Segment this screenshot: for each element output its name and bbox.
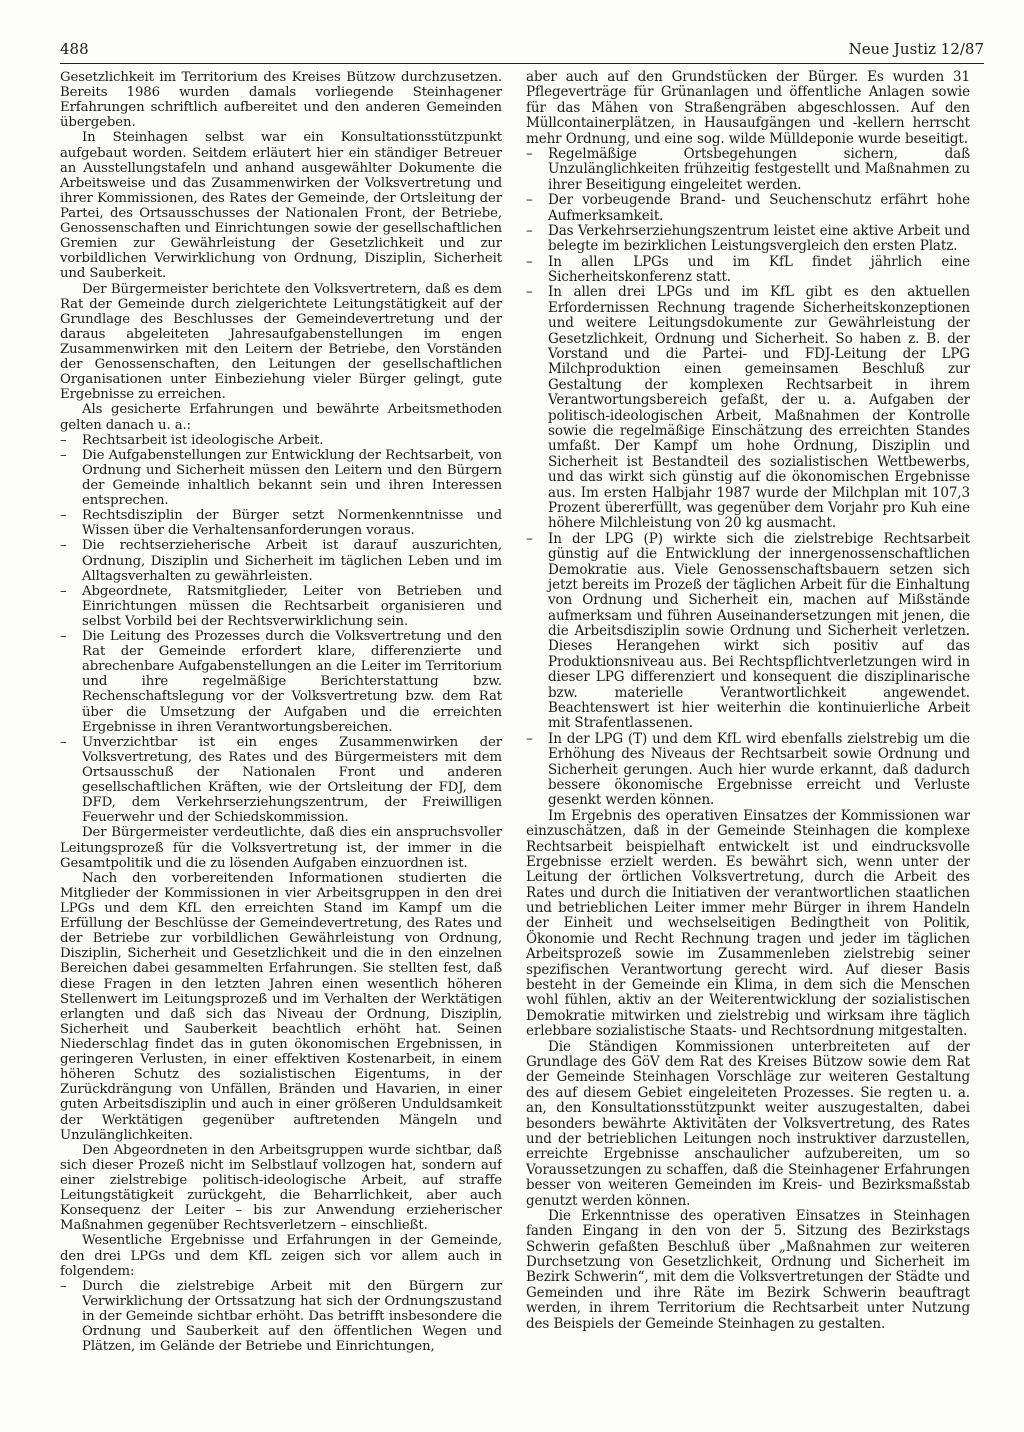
page-number: 488 bbox=[60, 40, 89, 58]
list-item: – In der LPG (T) und dem KfL wird ebenfalls zielstrebig um die Erhöhung des Niveaus der Rechtsarbeit sowie Ordnung und Sicherheit gerungen. Auch hier wurde erkannt, daß dadurch bessere ökonomische Ergebnisse erreicht und Verluste gesenkt werden können. bbox=[526, 730, 970, 809]
list-item: – In der LPG (P) wirkte sich die zielstrebige Rechtsarbeit günstig auf die Entwicklung der innergenossenschaftlichen Demokratie aus. Viele Genossenschaftsbauern setzen sich jetzt bereits im Prozeß der täglichen Arbeit für die Einhaltung von Ordnung und Sicherheit ein, machen auf Mißstände aufmerksam und führen Auseinandersetzungen mit jenen, die die Arbeitsdisziplin sowie Ordnung und Sicherheit verletzen. Dieses Herangehen wirkt sich positiv auf das Produktionsniveau aus. Bei Rechtspflichtverletzungen wird in dieser LPG differenziert und konsequent die disziplinarische bzw. materielle Verantwortlichkeit angewendet. Beachtenswert ist hier weiterhin die kontinuierliche Arbeit mit Strafentlassenen. bbox=[526, 530, 970, 732]
paragraph: Die Ständigen Kommissionen unterbreiteten auf der Grundlage des GöV dem Rat des Kreises Bützow sowie dem Rat der Gemeinde Steinhagen Vorschläge zur weiteren Gestaltung des auf diesem Gebiet eingeleiteten Prozesses. Sie regten u. a. an, den Konsultationsstützpunkt weiter auszugestalten, dabei besonders bewährte Aktivitäten der Volksvertretung, des Rates und der betrieblichen Leitungen noch instruktiver darzustellen, erreichte Ergebnisse anschaulicher aufzubereiten, um so Voraussetzungen zu schaffen, daß die Steinhagener Erfahrungen besser von weiteren Gemeinden im Kreis- und Bezirksmaßstab genutzt werden können. bbox=[526, 1038, 970, 1209]
paragraph: Nach den vorbereitenden Informationen studierten die Mitglieder der Kommissionen in vier Arbeitsgruppen in den drei LPGs und dem KfL den erreichten Stand im Kampf um die Erfüllung der Beschlüsse der Gemeindevertretung, des Rates und der Betriebe zur vorbildlichen Gewährleistung von Ordnung, Disziplin, Sicherheit und Gesetzlichkeit und die in den einzelnen Bereichen dabei gesammelten Erfahrungen. Sie stellten fest, daß diese Fragen in den letzten Jahren einen wesentlich höheren Stellenwert im Leitungsprozeß und im Verhalten der Werktätigen erlangten und daß sich das Niveau der Ordnung, Disziplin, Sicherheit und Sauberkeit beachtlich erhöht hat. Seinen Niederschlag findet das in guten ökonomischen Ergebnissen, in geringeren Verlusten, in einer effektiven Kostenarbeit, in einem höheren Schutz des sozialistischen Eigentums, in der Zurückdrängung von Unfällen, Bränden und Havarien, in einer guten Arbeitsdisziplin und auch in einer größeren Unduldsamkeit der Werktätigen gegenüber auftretenden Mängeln und Unzulänglichkeiten. bbox=[60, 870, 502, 1143]
list-item: – Die Leitung des Prozesses durch die Volksvertretung und den Rat der Gemeinde erfordert klare, differenzierte und abrechenbare Aufgabenstellungen an die Leiter im Territorium und ihre regelmäßige Berichterstattung bzw. Rechenschaftslegung vor der Volksvertretung bzw. dem Rat über die Umsetzung der Aufgaben und die erreichten Ergebnisse in ihren Verantwortungsbereichen. bbox=[60, 629, 502, 735]
list-item: – In allen drei LPGs und im KfL gibt es den aktuellen Erfordernissen Rechnung tragende Sicherheitskonzeptionen und weitere Leitungsdokumente zur Gewährleistung der Gesetzlichkeit, Ordnung und Sicherheit. So haben z. B. der Vorstand und die Partei- und FDJ-Leitung der LPG Milchproduktion einen gemeinsamen Beschluß zur Gestaltung der komplexen Rechtsarbeit in ihrem Verantwortungsbereich gefaßt, der u. a. Aufgaben der politisch-ideologischen Arbeit, Maßnahmen der Kontrolle sowie die regelmäßige Einschätzung des erreichten Standes umfaßt. Der Kampf um hohe Ordnung, Disziplin und Sicherheit ist Bestandteil des sozialistischen Wettbewerbs, und das wirkt sich günstig auf die ökonomischen Ergebnisse aus. Im ersten Halbjahr 1987 wurde der Milchplan mit 107,3 Prozent übererfüllt, was gegenüber dem Vorjahr pro Kuh eine höhere Milchleistung von 20 kg ausmacht. bbox=[526, 284, 970, 532]
paragraph: Den Abgeordneten in den Arbeitsgruppen wurde sichtbar, daß sich dieser Prozeß nicht im Selbstlauf vollzogen hat, sondern auf einer zielstrebige politisch-ideologische Arbeit, auf straffe Leitungstätigkeit zurückgeht, die Beharrlichkeit, aber auch Konsequenz der Leiter – bis zur Anwendung erzieherischer Maßnahmen gegenüber Rechtsverletzern – einschließt. bbox=[60, 1142, 502, 1234]
list-item: – Die Aufgabenstellungen zur Entwicklung der Rechtsarbeit, von Ordnung und Sicherheit müssen den Leitern und den Bürgern der Gemeinde inhaltlich bekannt sein und ihren Interessen entsprechen. bbox=[60, 447, 502, 509]
journal-title: Neue Justiz 12/87 bbox=[848, 40, 984, 58]
right-column bbox=[526, 70, 970, 1400]
list-item: – Die rechtserzieherische Arbeit ist darauf auszurichten, Ordnung, Disziplin und Sicherheit im täglichen Leben und im Alltagsverhalten zu gewährleisten. bbox=[60, 538, 502, 584]
results-list bbox=[60, 1279, 502, 1355]
paragraph: aber auch auf den Grundstücken der Bürger. Es wurden 31 Pflegeverträge für Grünanlagen und öffentliche Anlagen sowie für das Mähen von Straßengräben abgeschlossen. Auf den Müllcontainerplätzen, in Hausaufgängen und -kellern herrscht mehr Ordnung, und eine sog. wilde Mülldeponie wurde beseitigt. bbox=[526, 70, 970, 147]
list-item: – In allen LPGs und im KfL findet jährlich eine Sicherheitskonferenz statt. bbox=[526, 253, 970, 286]
header-rule bbox=[60, 63, 984, 64]
paragraph: Der Bürgermeister verdeutlichte, daß dies ein anspruchsvoller Leitungsprozeß für die Volksvertretung ist, der immer in die Gesamtpolitik und die zu lösenden Aufgaben einzuordnen ist. bbox=[60, 825, 502, 871]
list-item: – Das Verkehrserziehungszentrum leistet eine aktive Arbeit und belegte im bezirklichen Leistungsvergleich den ersten Platz. bbox=[526, 222, 970, 255]
methods-list bbox=[60, 433, 502, 826]
list-item: – Der vorbeugende Brand- und Seuchenschutz erfährt hohe Aufmerksamkeit. bbox=[526, 192, 970, 224]
list-item: – Unverzichtbar ist ein enges Zusammenwirken der Volksvertretung, des Rates und des Bürgermeisters mit dem Ortsausschuß der Nationalen Front und anderen gesellschaftlichen Kräften, wie der Ortsleitung der FDJ, dem DFD, dem Verkehrserziehungszentrum, der Freiwilligen Feuerwehr und der Schiedskommission. bbox=[60, 734, 502, 826]
paragraph: Die Erkenntnisse des operativen Einsatzes in Steinhagen fanden Eingang in den von der 5. Sitzung des Bezirkstags Schwerin gefaßten Beschluß über „Maßnahmen zur weiteren Durchsetzung von Gesetzlichkeit, Ordnung und Sicherheit im Bezirk Schwerin“, mit dem die Volksvertretungen der Städte und Gemeinden und ihre Räte im Bezirk Schwerin beauftragt werden, in ihrem Territorium die Rechtsarbeit unter Nutzung des Beispiels der Gemeinde Steinhagen zu gestalten. bbox=[526, 1207, 970, 1332]
paragraph: Gesetzlichkeit im Territorium des Kreises Bützow durchzusetzen. Bereits 1986 wurden damals vorliegende Steinhagener Erfahrungen schriftlich aufbereitet und den anderen Gemeinden übergeben. bbox=[60, 70, 502, 131]
paragraph: Als gesicherte Erfahrungen und bewährte Arbeitsmethoden gelten danach u. a.: bbox=[60, 402, 502, 433]
list-item: – Regelmäßige Ortsbegehungen sichern, daß Unzulänglichkeiten frühzeitig festgestellt und Maßnahmen zu ihrer Beseitigung eingeleitet werden. bbox=[526, 145, 970, 193]
list-item: – Rechtsdisziplin der Bürger setzt Normenkenntnisse und Wissen über die Verhaltensanforderungen voraus. bbox=[60, 508, 502, 539]
paragraph: Wesentliche Ergebnisse und Erfahrungen in der Gemeinde, den drei LPGs und dem KfL zeigen sich vor allem auch in folgendem: bbox=[60, 1233, 502, 1279]
results-list-continued bbox=[526, 147, 970, 809]
list-item: – Durch die zielstrebige Arbeit mit den Bürgern zur Verwirklichung der Ortssatzung hat sich der Ordnungszustand in der Gemeinde sichtbar erhöht. Das betrifft insbesondere die Ordnung und Sauberkeit auf den öffentlichen Wegen und Plätzen, im Gelände der Betriebe und Einrichtungen, bbox=[60, 1278, 502, 1355]
paragraph: Im Ergebnis des operativen Einsatzes der Kommissionen war einzuschätzen, daß in der Gemeinde Steinhagen die komplexe Rechtsarbeit beispielhaft entwickelt ist und eindrucksvolle Ergebnisse erzielt werden. Es bewährt sich, wenn unter der Leitung der örtlichen Volksvertretung, durch die Arbeit des Rates und durch die Initiativen der verantwortlichen staatlichen und betrieblichen Leiter immer mehr Bürger in ihrem Handeln der Einheit und wechselseitigen Bedingtheit von Politik, Ökonomie und Recht Rechnung tragen und jeder im täglichen Arbeitsprozeß sowie im Zusammenleben zielstrebig seiner spezifischen Verantwortung gerecht wird. Auf dieser Basis besteht in der Gemeinde ein Klima, in dem sich die Menschen wohl fühlen, aktiv an der Weiterentwicklung der sozialistischen Demokratie mitwirken und zielstrebig und wirksam ihre täglich erlebbare sozialistische Staats- und Rechtsordnung mitgestalten. bbox=[526, 807, 970, 1040]
page-header bbox=[60, 40, 984, 64]
list-item: – Rechtsarbeit ist ideologische Arbeit. bbox=[60, 432, 324, 448]
paragraph: In Steinhagen selbst war ein Konsultationsstützpunkt aufgebaut worden. Seitdem erläutert hier ein ständiger Betreuer an Ausstellungstafeln und anhand ausgewählter Dokumente die Arbeitsweise und das Zusammenwirken der Volksvertretung und ihrer Kommissionen, des Rates der Gemeinde, der Ortsleitung der Partei, des Ortsausschusses der Nationalen Front, der Betriebe, Genossenschaften und Einrichtungen sowie der gesellschaftlichen Gremien zur Gewährleistung der Gesetzlichkeit und zur vorbildlichen Verwirklichung von Ordnung, Disziplin, Sicherheit und Sauberkeit. bbox=[60, 130, 502, 282]
list-item: – Abgeordnete, Ratsmitglieder, Leiter von Betrieben und Einrichtungen müssen die Rechtsarbeit organisieren und selbst Vorbild bei der Rechtsverwirklichung sein. bbox=[60, 583, 502, 629]
paragraph: Der Bürgermeister berichtete den Volksvertretern, daß es dem Rat der Gemeinde durch zielgerichtete Leitungstätigkeit auf der Grundlage des Beschlusses der Gemeindevertretung und der daraus abgeleiteten Jahresaufgabenstellungen im engen Zusammenwirken mit den Leitern der Betriebe, den Vorständen der Genossenschaften, den Leitungen der gesellschaftlichen Organisationen unter Einbeziehung vieler Bürger gelingt, gute Ergebnisse zu erreichen. bbox=[60, 281, 502, 403]
left-column bbox=[60, 70, 502, 1400]
